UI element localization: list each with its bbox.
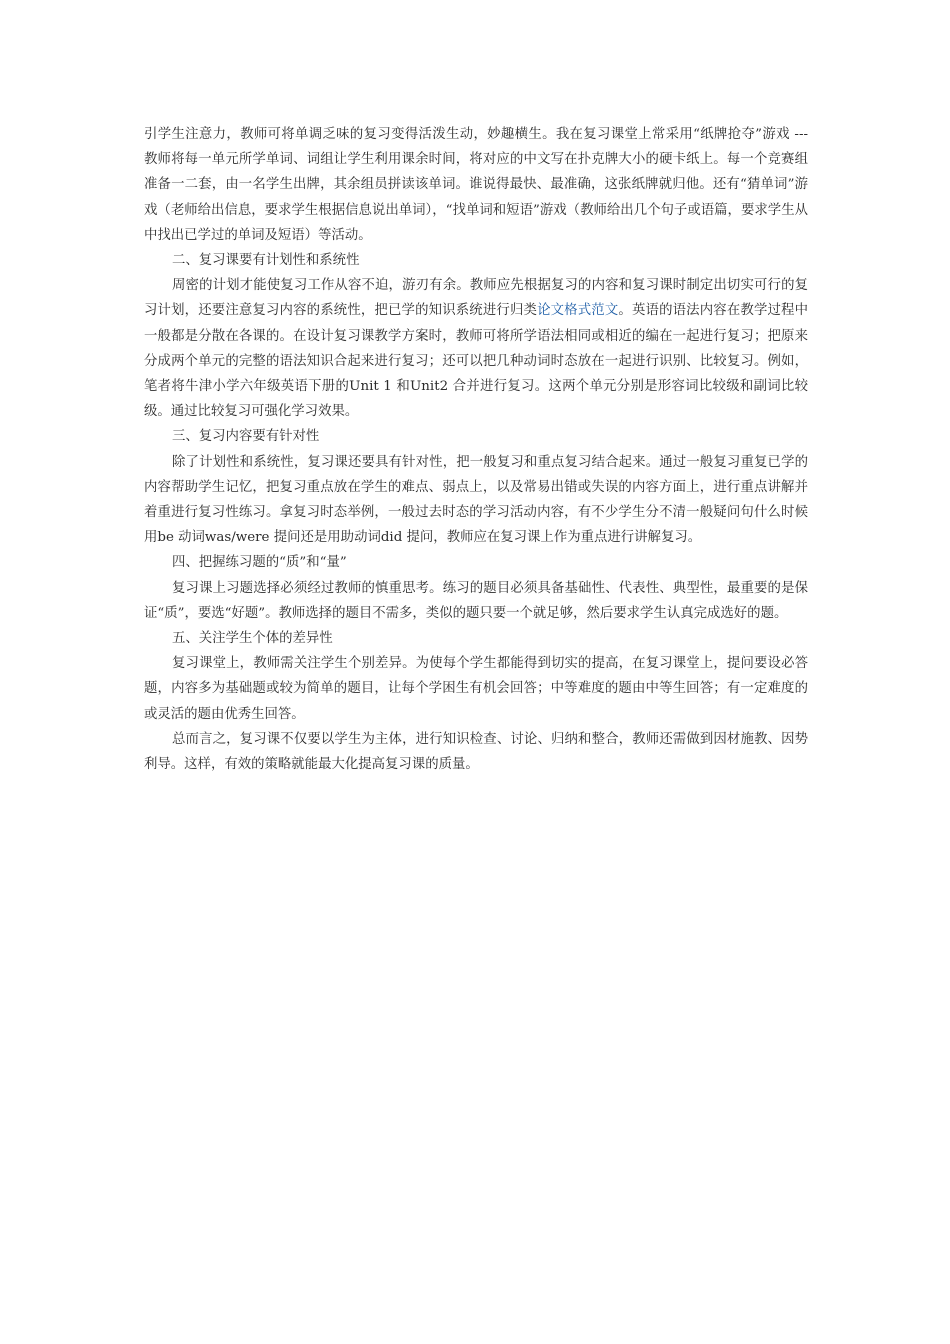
paragraph-exercises: 复习课上习题选择必须经过教师的慎重思考。练习的题目必须具备基础性、代表性、典型性，最重要的是保证“质”，要选“好题”。教师选择的题目不需多，类似的题只要一个就足够，然后要求学生认真完成选好的题。 [144,580,808,621]
essay-format-link[interactable]: 论文格式范文 [537,303,619,319]
article-body [144,122,808,777]
section-heading-targeting: 三、复习内容要有针对性 [172,429,320,445]
paragraph-planning [144,273,808,424]
paragraph-games: 引学生注意力，教师可将单调乏味的复习变得活泼生动，妙趣横生。我在复习课堂上常采用“纸牌抢夺”游戏 --- 教师将每一单元所学单词、词组让学生利用课余时间，将对应的中文写在扑克牌大小的硬卡纸上。每一个竞赛组准备一二套，由一名学生出牌，其余组员拼读该单词。谁说得最快、最准确，这张纸牌就归他。还有“猜单词”游戏（老师给出信息，要求学生根据信息说出单词），“找单词和短语”游戏（教师给出几个句子或语篇，要求学生从中找出已学过的单词及短语）等活动。 [144,127,808,243]
paragraph-planning-part1: 周密的计划才能使复习工作从容不迫，游刃有余。教师应先根据复习的内容和复习课时制定出切实可行的复习计划，还要注意复习内容的系统性，把已学的知识系统进行归类 [144,278,808,319]
paragraph-targeting: 除了计划性和系统性，复习课还要具有针对性，把一般复习和重点复习结合起来。通过一般复习重复已学的内容帮助学生记忆，把复习重点放在学生的难点、弱点上，以及常易出错或失误的内容方面上，进行重点讲解并着重进行复习性练习。拿复习时态举例，一般过去时态的学习活动内容，有不少学生分不清一般疑问句什么时候用be 动词was/were 提问还是用助动词did 提问，教师应在复习课上作为重点进行讲解复习。 [144,454,808,546]
paragraph-conclusion: 总而言之，复习课不仅要以学生为主体，进行知识检查、讨论、归纳和整合，教师还需做到因材施教、因势利导。这样，有效的策略就能最大化提高复习课的质量。 [144,731,808,773]
section-heading-differences: 五、关注学生个体的差异性 [172,631,333,647]
paragraph-planning-part2: 。英语的语法内容在教学过程中一般都是分散在各课的。在设计复习课教学方案时，教师可将所学语法相同或相近的编在一起进行复习；把原来分成两个单元的完整的语法知识合起来进行复习；还可以把几种动词时态放在一起进行识别、比较复习。例如，笔者将牛津小学六年级英语下册的Unit 1 和Unit2 合并进行复习。这两个单元分别是形容词比较级和副词比较级。通过比较复习可强化学习效果。 [144,303,809,420]
section-heading-exercises: 四、把握练习题的“质”和“量” [172,555,347,571]
section-heading-planning: 二、复习课要有计划性和系统性 [172,253,360,269]
paragraph-differences: 复习课堂上，教师需关注学生个别差异。为使每个学生都能得到切实的提高，在复习课堂上，提问要设必答题，内容多为基础题或较为简单的题目，让每个学困生有机会回答；中等难度的题由中等生回答；有一定难度的或灵活的题由优秀生回答。 [144,656,808,722]
